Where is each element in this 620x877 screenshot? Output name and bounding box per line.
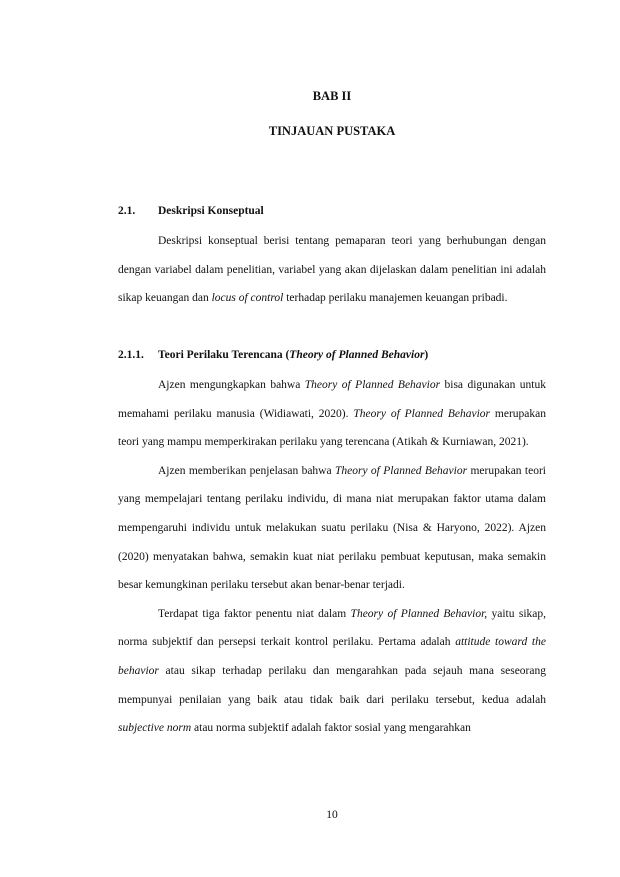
- italic-term: Theory of Planned Behavior,: [350, 607, 488, 620]
- italic-term: Theory of Planned Behavior: [334, 464, 468, 477]
- italic-term: attitude toward the behavior: [118, 636, 546, 677]
- paragraph-text: yaitu sikap, norma subjektif dan persepsi terkait kontrol perilaku. Pertama adalah: [118, 607, 546, 649]
- paragraph-1: [118, 227, 546, 313]
- page-number: 10: [326, 809, 338, 821]
- paragraph-2: [118, 371, 546, 457]
- paragraph-3: [118, 457, 546, 600]
- section-title: Teori Perilaku Terencana (: [158, 349, 290, 361]
- section-heading-2-1-1: [118, 349, 428, 361]
- paragraph-text: bisa digunakan untuk memahami perilaku manusia (Widiawati, 2020).: [118, 379, 546, 420]
- paragraph-4: [118, 600, 546, 743]
- section-title: Deskripsi Konseptual: [158, 205, 264, 217]
- paragraph-text: Terdapat tiga faktor penentu niat dalam: [158, 607, 351, 620]
- chapter-heading: BAB II: [312, 89, 352, 103]
- paragraph-text: merupakan teori yang mampu memperkirakan perilaku yang terencana (Atikah & Kurniawan, 2021).: [118, 407, 546, 449]
- italic-term: subjective norm: [118, 722, 192, 735]
- paragraph-text: terhadap perilaku manajemen keuangan pribadi.: [283, 292, 508, 305]
- paragraph-text: Deskripsi konseptual berisi tentang pemaparan teori yang berhubungan dengan dengan variabel dalam penelitian, variabel yang akan dijelaskan dalam penelitian ini adalah sikap keuangan dan: [118, 235, 546, 305]
- paragraph-text: merupakan teori yang mempelajari tentang perilaku individu, di mana niat merupakan faktor utama dalam mempengaruhi individu untuk melakukan suatu perilaku (Nisa & Haryono, 2022). Ajzen (2020) menyatakan bahwa, semakin kuat niat perilaku pembuat keputusan, maka semakin besar kemungkinan perilaku tersebut akan benar-benar terjadi.: [118, 464, 546, 592]
- paragraph-text: Ajzen mengungkapkan bahwa: [158, 379, 305, 391]
- paragraph-text: atau sikap terhadap perilaku dan mengarahkan pada sejauh mana seseorang mempunyai penilaian yang baik atau tidak baik dari perilaku tersebut, kedua adalah: [118, 664, 546, 706]
- section-title-close: ): [424, 349, 429, 361]
- italic-term: locus of control: [211, 292, 284, 305]
- paragraph-text: atau norma subjektif adalah faktor sosial yang mengarahkan: [191, 722, 471, 735]
- paragraph-text: Ajzen memberikan penjelasan bahwa: [158, 464, 335, 477]
- section-number: 2.1.: [118, 205, 136, 217]
- italic-term: Theory of Planned Behavior: [304, 379, 441, 391]
- italic-term: Theory of Planned Behavior: [353, 407, 491, 420]
- section-title-italic: Theory of Planned Behavior: [289, 349, 425, 361]
- chapter-title: TINJAUAN PUSTAKA: [268, 124, 396, 138]
- body-paragraphs: [118, 371, 546, 743]
- section-heading-2-1: [118, 205, 264, 217]
- section-number: 2.1.1.: [118, 349, 144, 361]
